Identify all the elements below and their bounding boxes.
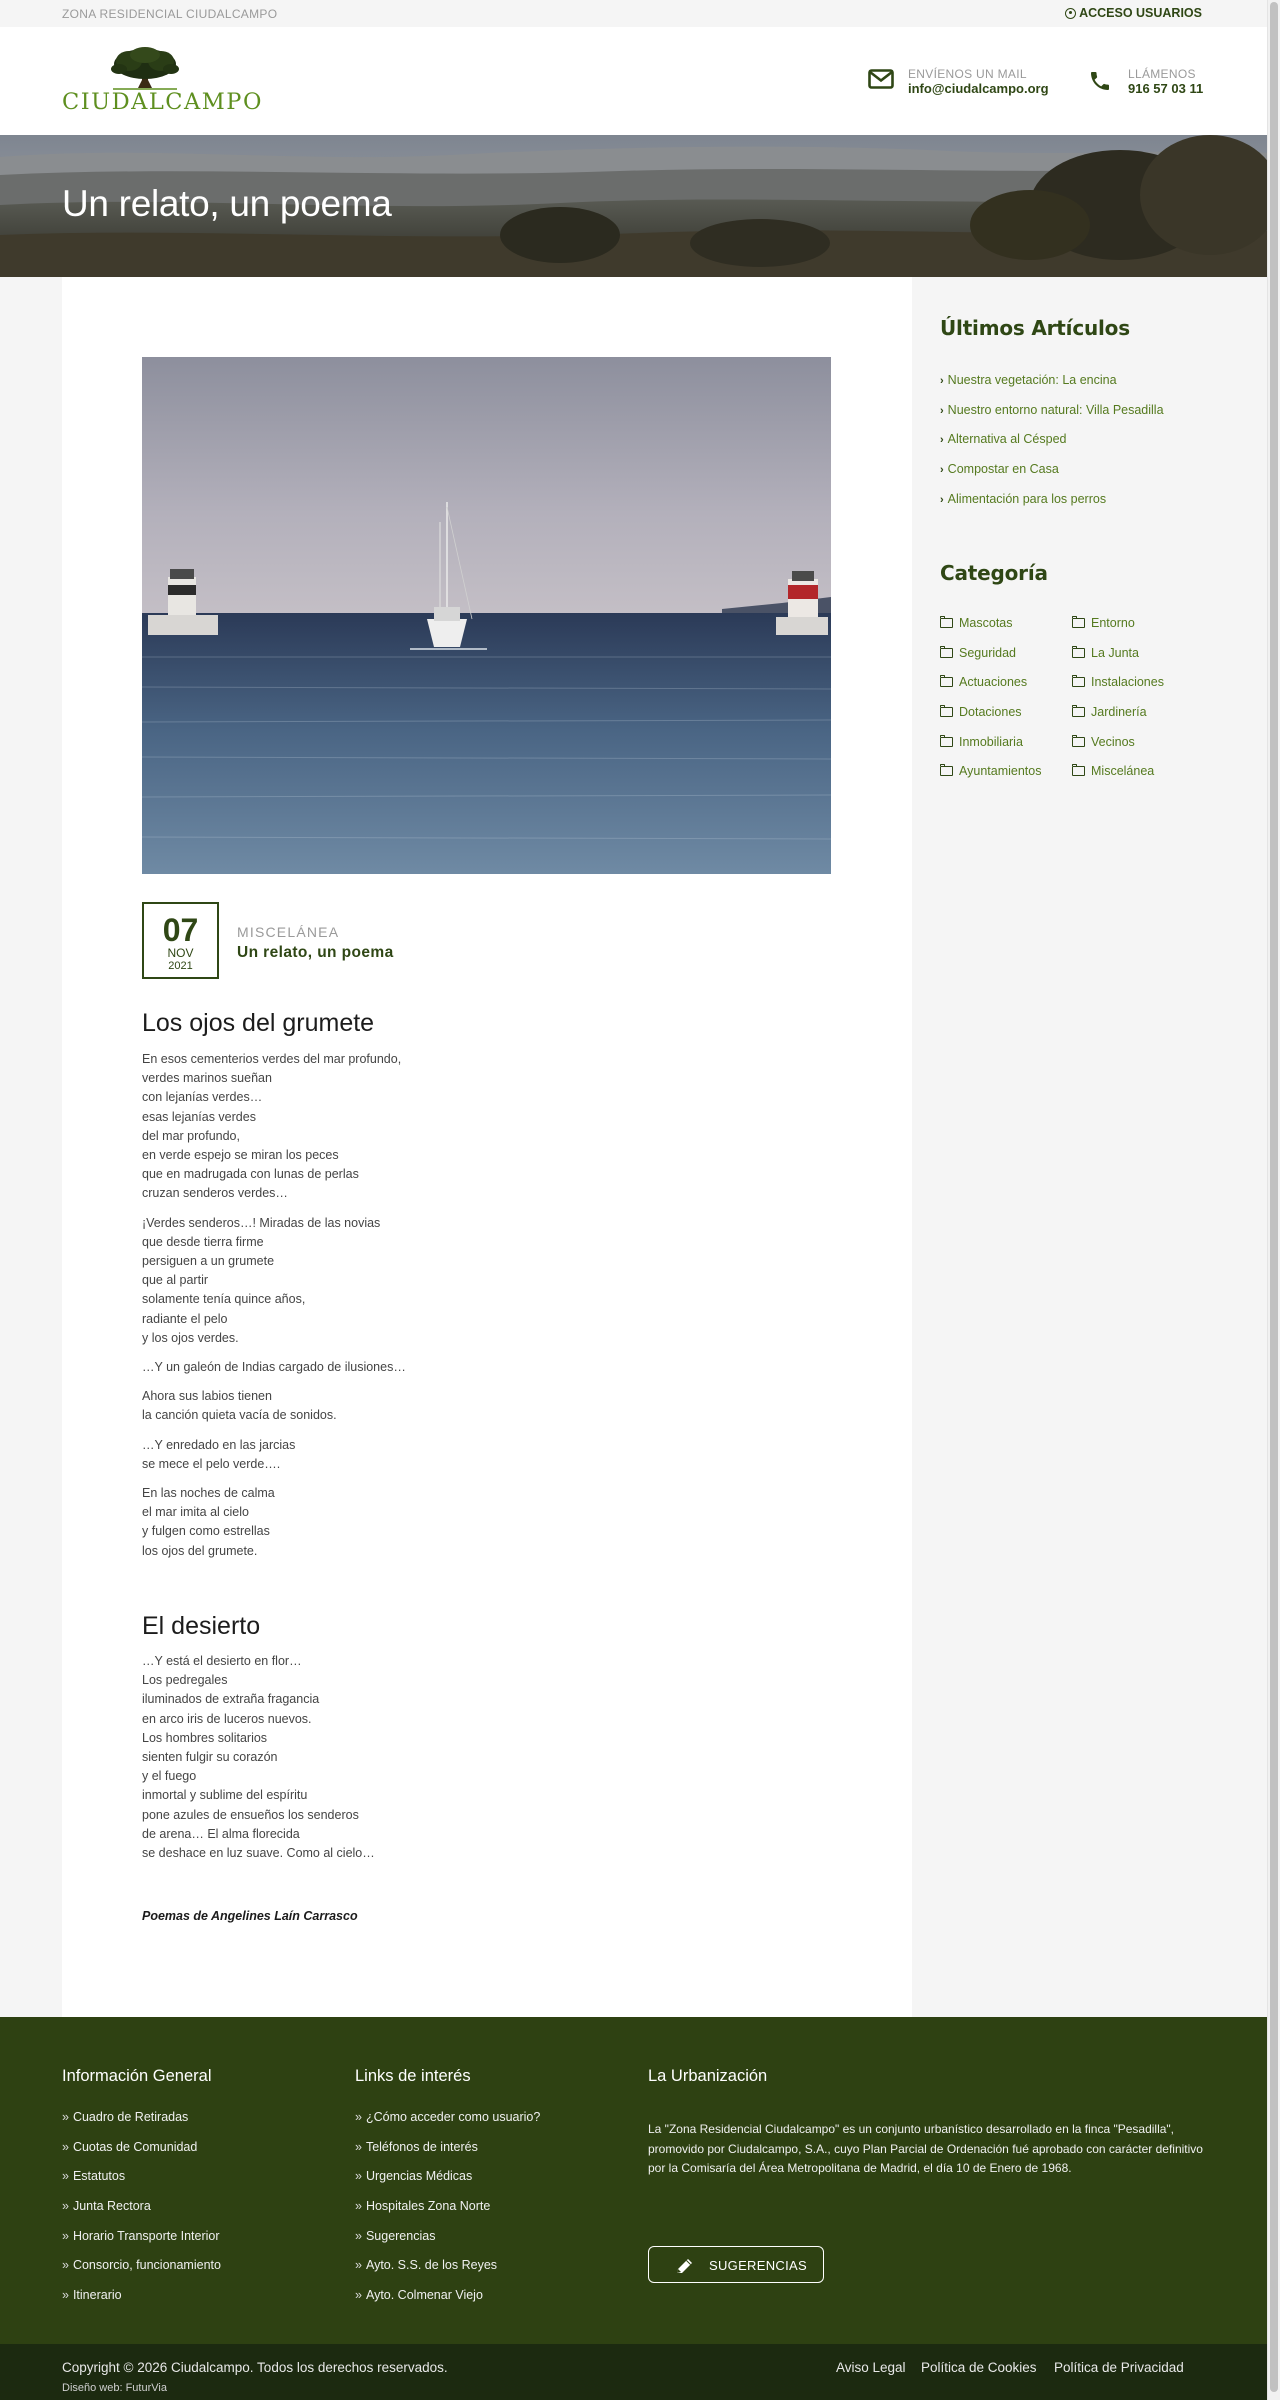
folder-icon [940,707,953,717]
category-label: Instalaciones [1091,675,1164,689]
latest-article-label: Nuestro entorno natural: Villa Pesadilla [947,402,1164,417]
site-header [0,27,1268,135]
privacy-policy-link[interactable]: Política de Privacidad [1054,2360,1184,2375]
chevron-right-icon: › [940,493,944,506]
footer-link-label: Consorcio, funcionamiento [72,2258,221,2273]
mail-value: info@ciudalcampo.org [908,81,1049,96]
category-label: Vecinos [1091,735,1135,749]
latest-articles-list [940,371,1164,519]
category-link[interactable] [1072,735,1135,749]
footer-link[interactable] [355,2227,540,2257]
user-access-label: ACCESO USUARIOS [1079,6,1202,20]
poem-title: El desierto [142,1612,261,1640]
folder-icon [1072,677,1085,687]
footer-link[interactable] [355,2138,540,2168]
footer-link-label: Cuotas de Comunidad [72,2139,198,2154]
footer-link-label: Cuadro de Retiradas [72,2110,189,2124]
latest-article-link[interactable] [940,401,1164,431]
folder-icon [1072,766,1085,776]
category-label: Mascotas [959,616,1013,630]
latest-article-link[interactable] [940,460,1164,490]
category-label: Inmobiliaria [959,735,1023,749]
poem-stanza: En las noches de calma el mar imita al cielo y fulgen como estrellas los ojos del grumete. [142,1486,275,1558]
footer-link-label: Ayto. S.S. de los Reyes [365,2258,498,2273]
scrollbar-thumb[interactable] [1270,2,1278,2392]
latest-article-label: Alternativa al Césped [947,432,1067,447]
page-banner [0,135,1268,277]
poem-stanza: …Y está el desierto en flor… Los pedregales iluminados de extraña fragancia en arco iris de luceros nuevos. Los hombres solitarios sienten fulgir su corazón y el fuego inmortal y sublime del espíritu pone azules de ensueños los senderos de arena… El alma florecida se deshace en luz suave. Como al cielo… [142,1654,375,1861]
chevron-right-icon: › [940,375,944,387]
main-content [62,277,912,2017]
footer-link[interactable] [62,2227,221,2257]
poem-stanza: …Y enredado en las jarcias se mece el pelo verde…. [142,1437,296,1471]
footer-link-label: Itinerario [72,2288,122,2303]
footer-general-title: Información General [62,2067,212,2085]
category-link[interactable] [940,705,1022,719]
copyright-text: Copyright © 2026 Ciudalcampo. Todos los derechos reservados. [62,2360,448,2375]
footer-links-title: Links de interés [355,2067,471,2085]
footer-interest-links [355,2108,540,2316]
poem-title: Los ojos del grumete [142,1009,375,1037]
latest-article-label: Compostar en Casa [947,462,1059,477]
envelope-icon [868,69,894,89]
folder-icon [940,677,953,687]
sailboat-photo [142,357,831,874]
folder-icon [1072,737,1085,747]
folder-icon [940,618,953,628]
post-featured-image [142,357,831,874]
post-date-month: NOV [167,946,194,960]
double-chevron-icon: » [62,2139,69,2154]
poem-author: Poemas de Angelines Laín Carrasco [142,1909,358,1923]
footer-link-label: Junta Rectora [72,2199,151,2214]
footer-link-label: Hospitales Zona Norte [365,2199,491,2214]
double-chevron-icon: » [355,2110,362,2124]
poem-body [142,1050,782,1571]
footer-link[interactable] [355,2108,540,2138]
latest-article-label: Alimentación para los perros [947,491,1107,506]
site-footer [0,2017,1268,2344]
footer-link-label: Ayto. Colmenar Viejo [365,2288,483,2303]
user-access-link[interactable] [1065,6,1202,20]
poem-stanza: Ahora sus labios tienen la canción quieta vacía de sonidos. [142,1389,337,1423]
category-link[interactable] [940,675,1027,689]
footer-link[interactable] [62,2138,221,2168]
footer-general-links [62,2108,221,2316]
phone-label: LLÁMENOS [1128,67,1196,81]
double-chevron-icon: » [62,2288,69,2303]
footer-link[interactable] [62,2167,221,2197]
category-label: Jardinería [1091,705,1147,719]
latest-article-link[interactable] [940,490,1164,520]
footer-link[interactable] [355,2197,540,2227]
category-label: La Junta [1091,646,1139,660]
double-chevron-icon: » [62,2258,69,2273]
category-link[interactable] [940,646,1016,660]
poem-stanza: En esos cementerios verdes del mar profundo, verdes marinos sueñan con lejanías verdes… esas lejanías verdes del mar profundo, en verde espejo se miran los peces que en madrugada con lunas de perlas cruzan senderos verdes… [142,1052,402,1201]
poem-body [142,1652,782,1873]
footer-link[interactable] [355,2167,540,2197]
phone-value: 916 57 03 11 [1128,81,1204,96]
user-circle-icon [1065,8,1076,19]
site-name: ZONA RESIDENCIAL CIUDALCAMPO [62,7,278,21]
double-chevron-icon: » [355,2169,362,2184]
web-design-credit[interactable]: Diseño web: FuturVia [62,2382,167,2394]
folder-icon [1072,618,1085,628]
pencil-icon [675,2257,695,2275]
footer-link-label: Horario Transporte Interior [72,2228,220,2243]
phone-icon [1088,69,1112,93]
suggestions-button-label: SUGERENCIAS [709,2258,807,2273]
double-chevron-icon: » [355,2228,362,2243]
double-chevron-icon: » [355,2288,362,2303]
footer-link-label: ¿Cómo acceder como usuario? [365,2110,541,2124]
bottom-bar [0,2344,1268,2400]
legal-notice-link[interactable]: Aviso Legal [836,2360,906,2375]
category-label: Seguridad [959,646,1016,660]
latest-article-link[interactable] [940,371,1164,401]
footer-link-label: Estatutos [72,2169,126,2184]
footer-link[interactable] [62,2256,221,2286]
folder-icon [940,648,953,658]
mail-label: ENVÍENOS UN MAIL [908,67,1027,81]
chevron-right-icon: › [940,434,944,447]
cookie-policy-link[interactable]: Política de Cookies [921,2360,1037,2375]
folder-icon [940,737,953,747]
footer-link[interactable] [62,2108,221,2138]
category-link[interactable] [1072,646,1139,660]
top-bar [0,0,1268,27]
category-link[interactable] [1072,764,1154,778]
category-label: Ayuntamientos [959,764,1042,778]
post-title: Un relato, un poema [237,944,394,961]
footer-urbanization-text: La "Zona Residencial Ciudalcampo" es un conjunto urbanístico desarrollado en la finca "Pesadilla", promovido por Ciudalcampo, S.A., cuyo Plan Parcial de Ordenación fué aprobado con carácter definitivo por la Comisaría del Área Metropolitana de Madrid, el día 10 de Enero de 1968. [648,2122,1203,2175]
category-link[interactable] [1072,616,1135,630]
footer-link[interactable] [355,2256,540,2286]
category-label: Actuaciones [959,675,1028,689]
post-category-link[interactable]: MISCELÁNEA [237,924,340,940]
footer-link-label: Urgencias Médicas [365,2169,473,2184]
folder-icon [1072,707,1085,717]
page-scrollbar[interactable] [1267,0,1280,2400]
folder-icon [940,766,953,776]
category-label: Dotaciones [959,705,1022,719]
post-date-day: 07 [162,912,199,948]
footer-urbanization-title: La Urbanización [648,2067,768,2085]
footer-link-label: Sugerencias [365,2228,436,2243]
latest-article-link[interactable] [940,430,1164,460]
chevron-right-icon: › [940,464,944,477]
footer-link[interactable] [62,2197,221,2227]
latest-articles-title: Últimos Artículos [940,316,1130,340]
oak-tree-logo-icon [107,46,183,92]
double-chevron-icon: » [355,2199,362,2214]
double-chevron-icon: » [62,2110,69,2124]
post-date-year: 2021 [168,960,193,972]
footer-link[interactable] [62,2286,221,2316]
category-link[interactable] [1072,705,1147,719]
folder-icon [1072,648,1085,658]
double-chevron-icon: » [62,2228,69,2243]
latest-article-label: Nuestra vegetación: La encina [947,373,1117,387]
double-chevron-icon: » [62,2199,69,2214]
site-logo[interactable] [62,46,263,115]
suggestions-button[interactable] [648,2246,824,2283]
footer-link[interactable] [355,2286,540,2316]
category-link[interactable] [940,616,1013,630]
logo-text: CIUDALCAMPO [62,89,263,115]
category-link[interactable] [940,764,1041,778]
double-chevron-icon: » [355,2139,362,2154]
footer-link-label: Teléfonos de interés [365,2139,478,2154]
post-date-badge [142,902,219,979]
category-link[interactable] [1072,675,1164,689]
category-title: Categoría [940,561,1048,585]
category-label: Miscelánea [1091,764,1155,778]
double-chevron-icon: » [62,2169,69,2184]
category-label: Entorno [1091,616,1135,630]
poem-stanza: ¡Verdes senderos…! Miradas de las novias que desde tierra firme persiguen a un grumete que al partir solamente tenía quince años, radiante el pelo y los ojos verdes. [142,1215,381,1345]
chevron-right-icon: › [940,404,944,417]
poem-stanza: …Y un galeón de Indias cargado de ilusiones… [142,1360,406,1375]
page-title: Un relato, un poema [62,183,392,224]
category-link[interactable] [940,735,1023,749]
double-chevron-icon: » [355,2258,362,2273]
